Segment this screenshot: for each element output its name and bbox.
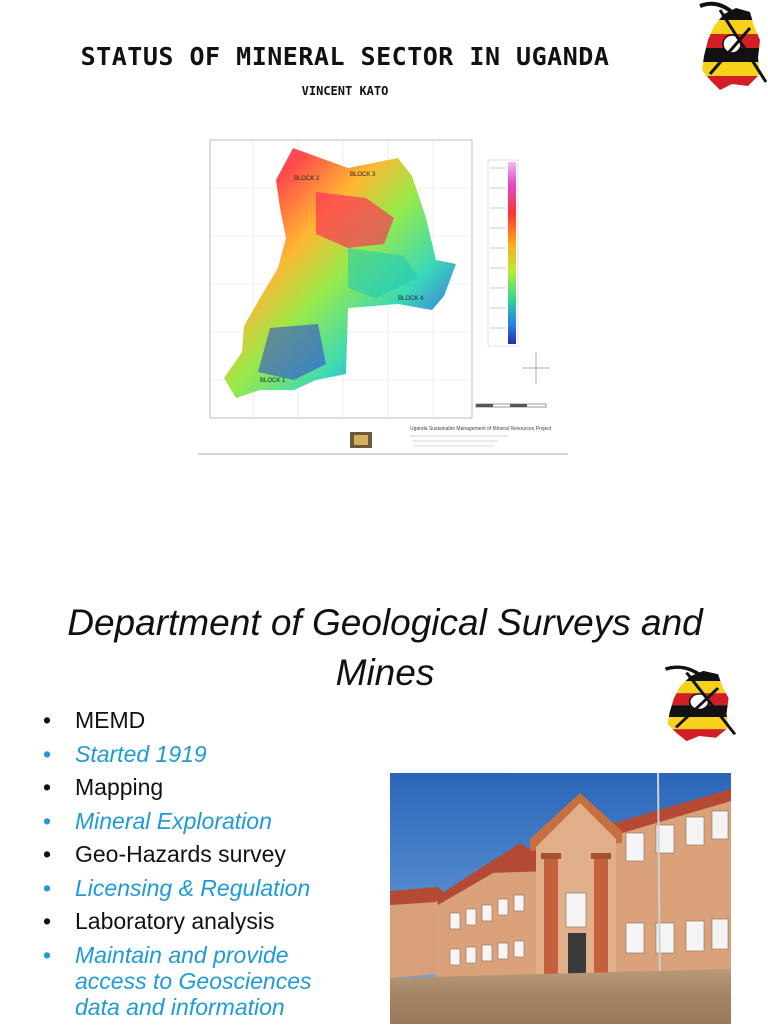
slide-1-author: VINCENT KATO	[301, 84, 389, 98]
map-block-label: BLOCK 2	[294, 176, 320, 182]
aeromagnetic-map-figure	[198, 128, 568, 456]
bullet-item: • Mineral Exploration	[43, 807, 272, 834]
bullet-item: • Laboratory analysis	[43, 908, 275, 934]
uganda-map-pickaxe-logo-icon	[655, 664, 737, 748]
map-block-label: BLOCK 4	[398, 296, 424, 302]
bullet-item: • Started 1919	[43, 740, 207, 767]
bullet-item: • Licensing & Regulation	[43, 874, 311, 901]
scale-bar	[476, 404, 546, 407]
color-scale-bar	[508, 162, 516, 344]
map-block-label: BLOCK 3	[350, 172, 376, 178]
office-building-photo	[390, 773, 731, 1024]
map-caption: Uganda Sustainable Management of Mineral Resources Project	[410, 426, 552, 432]
bullet-item: • MEMD	[43, 707, 146, 733]
slide-1	[0, 0, 768, 512]
slide-2-bullet-list	[40, 707, 340, 1027]
uganda-map-pickaxe-logo-icon	[690, 0, 768, 98]
bullet-item: • Mapping	[43, 774, 164, 800]
bullet-item: • Maintain and provide access to Geosciences data and information	[43, 941, 312, 1020]
bullet-item: • Geo-Hazards survey	[43, 841, 286, 867]
map-block-label: BLOCK 1	[260, 378, 286, 384]
slide-1-title: STATUS OF MINERAL SECTOR IN UGANDA	[80, 42, 610, 71]
map-logo-icon	[350, 432, 372, 448]
slide-2-title: Department of Geological Surveys and Mines	[67, 602, 703, 693]
